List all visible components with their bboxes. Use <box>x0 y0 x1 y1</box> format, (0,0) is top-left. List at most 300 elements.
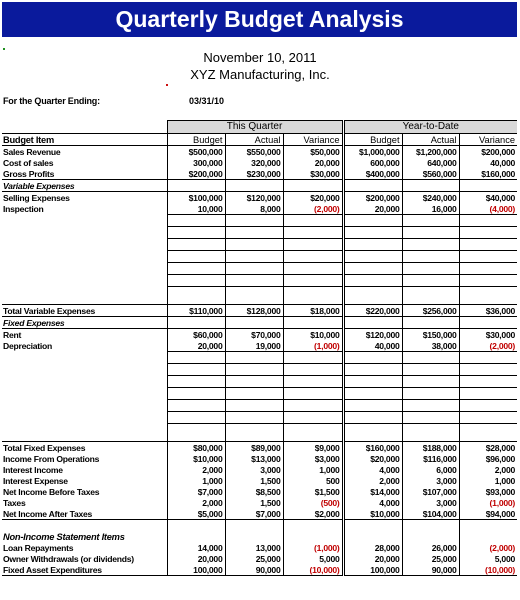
row-label: Sales Revenue <box>2 146 167 158</box>
empty-cell <box>402 275 459 287</box>
blank-row <box>2 364 517 376</box>
empty-cell <box>402 520 459 532</box>
value-cell: $200,000 <box>167 168 225 180</box>
row-label: Depreciation <box>3 340 53 351</box>
blank-row <box>2 400 517 412</box>
empty-cell <box>283 275 343 287</box>
empty-cell <box>283 227 343 239</box>
value-cell: 640,000 <box>402 157 459 168</box>
empty-cell <box>2 352 167 364</box>
row-label: Inspection <box>3 203 44 214</box>
value-cell: 6,000 <box>402 464 459 475</box>
empty-cell <box>343 424 402 436</box>
value-cell: $7,000 <box>167 486 225 497</box>
empty-cell <box>459 215 517 227</box>
empty-cell <box>225 180 283 192</box>
empty-cell <box>283 287 343 299</box>
empty-cell <box>459 275 517 287</box>
empty-cell <box>402 317 459 329</box>
row-label: Total Variable Expenses <box>2 305 167 317</box>
value-cell: 19,000 <box>225 340 283 352</box>
section-label: Variable Expenses <box>2 180 167 192</box>
value-cell: 100,000 <box>167 564 225 576</box>
value-cell: 320,000 <box>225 157 283 168</box>
empty-cell <box>2 215 167 227</box>
empty-cell <box>459 388 517 400</box>
value-cell: 38,000 <box>402 340 459 352</box>
blank-row <box>2 215 517 227</box>
budget-item-header: Budget Item <box>2 134 167 146</box>
value-cell: 1,000 <box>167 475 225 486</box>
empty-cell <box>459 227 517 239</box>
empty-cell <box>283 239 343 251</box>
value-cell: 25,000 <box>225 553 283 564</box>
empty-cell <box>2 424 167 436</box>
empty-cell <box>402 251 459 263</box>
empty-cell <box>225 251 283 263</box>
value-cell: 3,000 <box>402 497 459 508</box>
value-cell: $14,000 <box>343 486 402 497</box>
empty-cell <box>225 287 283 299</box>
empty-cell <box>402 227 459 239</box>
value-cell: 10,000 <box>167 203 225 215</box>
table-row <box>2 305 517 317</box>
value-cell: $160,000 <box>343 442 402 454</box>
blank-row <box>2 424 517 436</box>
empty-cell <box>402 239 459 251</box>
empty-cell <box>343 388 402 400</box>
value-cell: $220,000 <box>343 305 402 317</box>
empty-cell <box>402 376 459 388</box>
empty-cell <box>2 227 167 239</box>
value-cell: 25,000 <box>402 553 459 564</box>
empty-cell <box>167 317 225 329</box>
value-cell: $240,000 <box>402 192 459 204</box>
table-row <box>2 157 517 168</box>
empty-cell <box>343 287 402 299</box>
table-row <box>2 340 517 352</box>
section-header <box>2 180 517 192</box>
empty-cell <box>402 400 459 412</box>
row-label: Fixed Asset Expenditures <box>2 564 167 576</box>
empty-cell <box>283 520 343 532</box>
value-cell: $36,000 <box>459 305 517 317</box>
empty-cell <box>2 121 167 134</box>
value-cell: 1,500 <box>225 497 283 508</box>
empty-cell <box>2 239 167 251</box>
report-date: November 10, 2011 <box>203 50 317 65</box>
value-cell: $188,000 <box>402 442 459 454</box>
value-cell: 20,000 <box>343 553 402 564</box>
empty-cell <box>2 263 167 275</box>
empty-cell <box>459 400 517 412</box>
value-cell: (2,000) <box>283 203 343 215</box>
empty-cell <box>2 275 167 287</box>
budget-column-header: Budget <box>167 134 225 146</box>
value-cell: $9,000 <box>283 442 343 454</box>
empty-cell <box>459 352 517 364</box>
table-row <box>2 203 517 215</box>
value-cell: 20,000 <box>167 553 225 564</box>
empty-cell <box>225 531 283 542</box>
value-cell: $500,000 <box>167 146 225 158</box>
value-cell: 4,000 <box>343 497 402 508</box>
empty-cell <box>343 263 402 275</box>
value-cell: 1,000 <box>459 475 517 486</box>
empty-cell <box>225 215 283 227</box>
value-cell: $50,000 <box>283 146 343 158</box>
empty-cell <box>225 239 283 251</box>
empty-cell <box>343 520 402 532</box>
value-cell: 300,000 <box>167 157 225 168</box>
empty-cell <box>283 388 343 400</box>
empty-cell <box>2 412 167 424</box>
empty-cell <box>402 388 459 400</box>
empty-cell <box>167 263 225 275</box>
value-cell: 100,000 <box>343 564 402 576</box>
empty-cell <box>225 317 283 329</box>
value-cell: $116,000 <box>402 453 459 464</box>
value-cell: $150,000 <box>402 329 459 341</box>
empty-cell <box>459 424 517 436</box>
value-cell: $1,500 <box>283 486 343 497</box>
table-row <box>2 486 517 497</box>
blank-row <box>2 227 517 239</box>
empty-cell <box>167 215 225 227</box>
empty-cell <box>2 400 167 412</box>
empty-cell <box>459 239 517 251</box>
row-label: Loan Repayments <box>3 542 74 553</box>
empty-cell <box>343 364 402 376</box>
actual-column-header: Actual <box>225 134 283 146</box>
empty-cell <box>343 352 402 364</box>
value-cell: (10,000) <box>459 564 517 576</box>
empty-cell <box>402 531 459 542</box>
empty-cell <box>167 531 225 542</box>
empty-cell <box>283 412 343 424</box>
value-cell: 5,000 <box>459 553 517 564</box>
value-cell: $18,000 <box>283 305 343 317</box>
ytd-header: Year-to-Date <box>343 121 517 134</box>
value-cell: $60,000 <box>167 329 225 341</box>
value-cell: $400,000 <box>343 168 402 180</box>
empty-cell <box>459 376 517 388</box>
value-cell: $2,000 <box>283 508 343 520</box>
empty-cell <box>167 520 225 532</box>
value-cell: 8,000 <box>225 203 283 215</box>
value-cell: 600,000 <box>343 157 402 168</box>
row-label: Selling Expenses <box>3 192 70 203</box>
row-label: Interest Income <box>3 464 63 475</box>
empty-cell <box>283 215 343 227</box>
empty-cell <box>459 412 517 424</box>
empty-cell <box>402 180 459 192</box>
value-cell: 2,000 <box>167 497 225 508</box>
empty-cell <box>459 287 517 299</box>
empty-cell <box>225 424 283 436</box>
value-cell: (1,000) <box>459 497 517 508</box>
blank-row <box>2 376 517 388</box>
empty-cell <box>167 352 225 364</box>
value-cell: $200,000 <box>459 146 517 158</box>
empty-cell <box>459 520 517 532</box>
value-cell: 26,000 <box>402 542 459 553</box>
empty-cell <box>2 520 167 532</box>
value-cell: (500) <box>283 497 343 508</box>
value-cell: $107,000 <box>402 486 459 497</box>
empty-cell <box>402 287 459 299</box>
value-cell: (1,000) <box>283 340 343 352</box>
section-label: Non-Income Statement Items <box>3 531 125 542</box>
table-row <box>2 497 517 508</box>
empty-cell <box>167 180 225 192</box>
empty-cell <box>402 424 459 436</box>
value-cell: 40,000 <box>343 340 402 352</box>
value-cell: $40,000 <box>459 192 517 204</box>
empty-cell <box>283 531 343 542</box>
empty-cell <box>459 251 517 263</box>
empty-cell <box>402 352 459 364</box>
value-cell: 40,000 <box>459 157 517 168</box>
variance-column-header: Variance <box>459 134 517 146</box>
value-cell: 90,000 <box>402 564 459 576</box>
empty-cell <box>167 227 225 239</box>
empty-cell <box>167 239 225 251</box>
empty-cell <box>283 352 343 364</box>
row-label: Cost of sales <box>3 157 54 168</box>
value-cell: $13,000 <box>225 453 283 464</box>
value-cell: $104,000 <box>402 508 459 520</box>
value-cell: 2,000 <box>343 475 402 486</box>
table-row <box>2 464 517 475</box>
empty-cell <box>402 215 459 227</box>
value-cell: $1,200,000 <box>402 146 459 158</box>
value-cell: $3,000 <box>283 453 343 464</box>
value-cell: $8,500 <box>225 486 283 497</box>
value-cell: $550,000 <box>225 146 283 158</box>
table-row <box>2 564 517 576</box>
empty-cell <box>343 239 402 251</box>
empty-cell <box>2 287 167 299</box>
value-cell: 90,000 <box>225 564 283 576</box>
table-row <box>2 542 517 553</box>
empty-cell <box>167 287 225 299</box>
empty-cell <box>343 376 402 388</box>
empty-cell <box>225 352 283 364</box>
value-cell: $5,000 <box>167 508 225 520</box>
value-cell: 500 <box>283 475 343 486</box>
value-cell: $120,000 <box>225 192 283 204</box>
empty-cell <box>2 388 167 400</box>
value-cell: 1,500 <box>225 475 283 486</box>
value-cell: $20,000 <box>343 453 402 464</box>
row-label: Rent <box>3 329 22 340</box>
empty-cell <box>225 388 283 400</box>
value-cell: 4,000 <box>343 464 402 475</box>
empty-cell <box>2 364 167 376</box>
quarter-ending-label: For the Quarter Ending: <box>3 96 100 106</box>
empty-cell <box>167 424 225 436</box>
value-cell: 13,000 <box>225 542 283 553</box>
value-cell: (4,000) <box>459 203 517 215</box>
variance-column-header: Variance <box>283 134 343 146</box>
empty-cell <box>225 364 283 376</box>
empty-cell <box>225 520 283 532</box>
row-label: Income From Operations <box>3 453 100 464</box>
value-cell: $100,000 <box>167 192 225 204</box>
value-cell: $120,000 <box>343 329 402 341</box>
empty-cell <box>167 275 225 287</box>
empty-cell <box>2 376 167 388</box>
empty-cell <box>343 412 402 424</box>
empty-cell <box>225 400 283 412</box>
group-header-row <box>2 121 517 134</box>
empty-cell <box>225 263 283 275</box>
red-comment-mark <box>166 84 168 86</box>
value-cell: $94,000 <box>459 508 517 520</box>
value-cell: $200,000 <box>343 192 402 204</box>
value-cell: 3,000 <box>225 464 283 475</box>
value-cell: $20,000 <box>283 192 343 204</box>
row-label: Total Fixed Expenses <box>2 442 167 454</box>
table-row <box>2 192 517 204</box>
empty-cell <box>343 215 402 227</box>
row-label: Interest Expense <box>3 475 68 486</box>
value-cell: $10,000 <box>283 329 343 341</box>
quarter-ending-value: 03/31/10 <box>189 96 225 106</box>
blank-row <box>2 287 517 299</box>
row-label: Net Income Before Taxes <box>3 486 100 497</box>
value-cell: $30,000 <box>283 168 343 180</box>
empty-cell <box>343 180 402 192</box>
section-header <box>2 317 517 329</box>
row-label: Gross Profits <box>2 168 167 180</box>
budget-column-header: Budget <box>343 134 402 146</box>
empty-cell <box>167 364 225 376</box>
value-cell: $93,000 <box>459 486 517 497</box>
value-cell: 2,000 <box>167 464 225 475</box>
value-cell: $10,000 <box>167 453 225 464</box>
empty-cell <box>283 317 343 329</box>
table-row <box>2 442 517 454</box>
empty-cell <box>343 400 402 412</box>
empty-cell <box>225 412 283 424</box>
value-cell: $89,000 <box>225 442 283 454</box>
blank-row <box>2 520 517 532</box>
empty-cell <box>283 376 343 388</box>
empty-cell <box>402 364 459 376</box>
blank-row <box>2 263 517 275</box>
value-cell: 16,000 <box>402 203 459 215</box>
empty-cell <box>225 275 283 287</box>
empty-cell <box>225 227 283 239</box>
empty-cell <box>167 388 225 400</box>
empty-cell <box>402 263 459 275</box>
blank-row <box>2 239 517 251</box>
empty-cell <box>343 275 402 287</box>
empty-cell <box>283 251 343 263</box>
row-label: Net Income After Taxes <box>2 508 167 520</box>
empty-cell <box>459 531 517 542</box>
page-title: Quarterly Budget Analysis <box>2 2 517 37</box>
table-row <box>2 508 517 520</box>
value-cell: $128,000 <box>225 305 283 317</box>
blank-row <box>2 412 517 424</box>
empty-cell <box>459 263 517 275</box>
empty-cell <box>459 364 517 376</box>
table-row <box>2 146 517 158</box>
empty-cell <box>225 376 283 388</box>
value-cell: $7,000 <box>225 508 283 520</box>
table-row <box>2 329 517 341</box>
value-cell: (2,000) <box>459 340 517 352</box>
empty-cell <box>283 364 343 376</box>
empty-cell <box>283 424 343 436</box>
value-cell: $560,000 <box>402 168 459 180</box>
empty-cell <box>167 400 225 412</box>
blank-row <box>2 388 517 400</box>
empty-cell <box>343 317 402 329</box>
budget-table <box>2 120 517 576</box>
value-cell: 14,000 <box>167 542 225 553</box>
value-cell: $10,000 <box>343 508 402 520</box>
value-cell: 2,000 <box>459 464 517 475</box>
table-row <box>2 475 517 486</box>
value-cell: 1,000 <box>283 464 343 475</box>
empty-cell <box>402 412 459 424</box>
blank-row <box>2 275 517 287</box>
blank-row <box>2 352 517 364</box>
value-cell: $30,000 <box>459 329 517 341</box>
empty-cell <box>459 180 517 192</box>
value-cell: 5,000 <box>283 553 343 564</box>
empty-cell <box>343 227 402 239</box>
value-cell: $110,000 <box>167 305 225 317</box>
value-cell: $96,000 <box>459 453 517 464</box>
value-cell: (2,000) <box>459 542 517 553</box>
value-cell: $160,000 <box>459 168 517 180</box>
empty-cell <box>2 251 167 263</box>
blank-row <box>2 251 517 263</box>
section-label: Fixed Expenses <box>2 317 167 329</box>
value-cell: $28,000 <box>459 442 517 454</box>
table-row <box>2 168 517 180</box>
empty-cell <box>459 317 517 329</box>
empty-cell <box>283 400 343 412</box>
table-row <box>2 453 517 464</box>
value-cell: 20,000 <box>343 203 402 215</box>
empty-cell <box>283 263 343 275</box>
value-cell: (10,000) <box>283 564 343 576</box>
value-cell: 28,000 <box>343 542 402 553</box>
value-cell: $70,000 <box>225 329 283 341</box>
empty-cell <box>167 376 225 388</box>
row-label: Owner Withdrawals (or dividends) <box>3 553 134 564</box>
company-name: XYZ Manufacturing, Inc. <box>190 67 330 82</box>
actual-column-header: Actual <box>402 134 459 146</box>
section-header <box>2 531 517 542</box>
empty-cell <box>167 412 225 424</box>
row-label: Taxes <box>3 497 26 508</box>
value-cell: 3,000 <box>402 475 459 486</box>
value-cell: (1,000) <box>283 542 343 553</box>
value-cell: $80,000 <box>167 442 225 454</box>
empty-cell <box>343 251 402 263</box>
empty-cell <box>343 531 402 542</box>
empty-cell <box>167 251 225 263</box>
value-cell: $256,000 <box>402 305 459 317</box>
empty-cell <box>283 180 343 192</box>
